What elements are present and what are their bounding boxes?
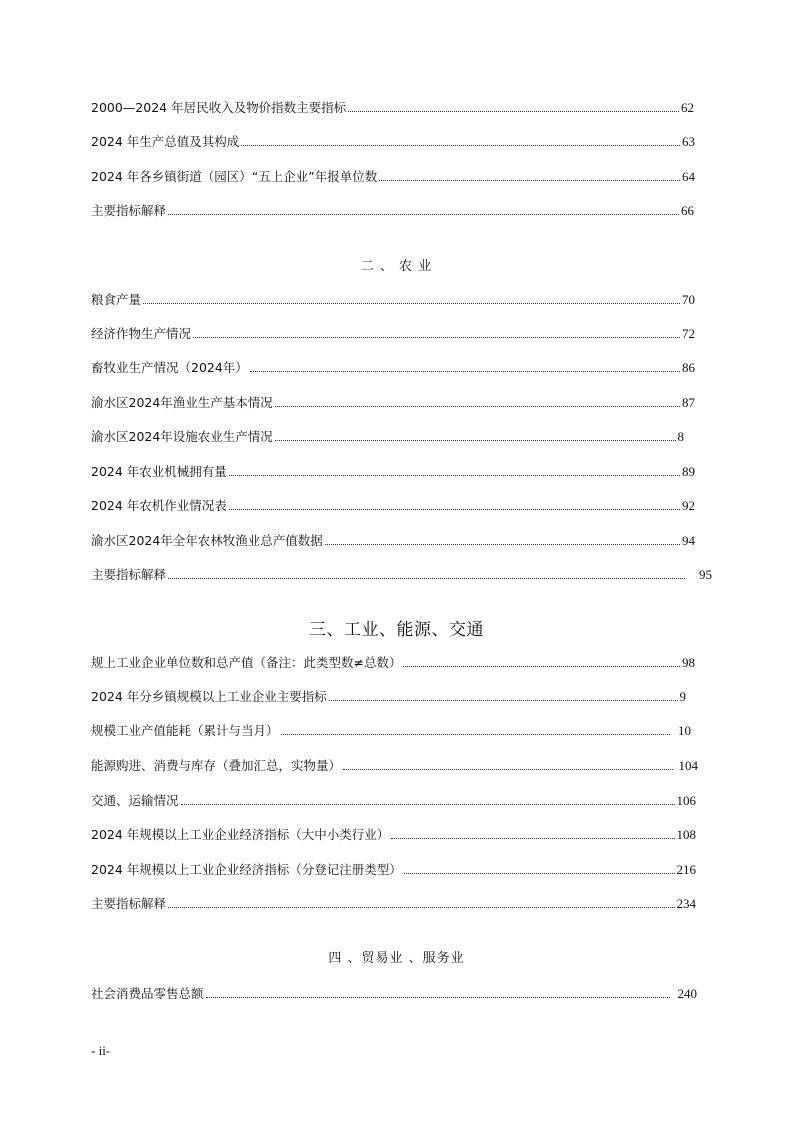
toc-leader <box>229 475 680 476</box>
toc-entry-page: 8 <box>677 429 684 444</box>
toc-entry-page: 216 <box>676 862 696 877</box>
toc-entry[interactable] <box>91 686 686 704</box>
toc-entry[interactable] <box>91 530 695 548</box>
toc-leader <box>193 337 680 338</box>
toc-leader <box>241 145 680 146</box>
toc-entry-title: 经济作物生产情况 <box>91 326 192 341</box>
toc-entry-page: 234 <box>676 896 696 911</box>
toc-entry-page: 86 <box>682 360 695 375</box>
toc-entry[interactable] <box>91 392 695 410</box>
toc-entry-title: 交通、运输情况 <box>91 793 179 808</box>
toc-entry[interactable] <box>91 859 696 877</box>
toc-entry[interactable] <box>91 720 691 738</box>
toc-entry-title: 规模工业产值能耗（累计与当月） <box>91 723 279 738</box>
toc-entry-title: 主要指标解释 <box>91 896 167 911</box>
toc-entry[interactable] <box>91 131 695 149</box>
toc-leader <box>206 997 670 998</box>
toc-entry-title: 畜牧业生产情况（2024年） <box>91 360 248 375</box>
toc-leader <box>329 700 678 701</box>
toc-entry-title: 主要指标解释 <box>91 567 167 582</box>
toc-entry-page: 62 <box>681 100 694 115</box>
toc-leader <box>168 578 685 579</box>
toc-entry-title: 社会消费品零售总额 <box>91 986 204 1001</box>
section-heading: 三、工业、能源、交通 <box>309 620 484 640</box>
toc-entry-title: 能源购进、消费与库存（叠加汇总，实物量） <box>91 758 342 773</box>
toc-entry-page: 98 <box>682 655 695 670</box>
toc-entry-title: 规上工业企业单位数和总产值（备注：此类型数≠总数） <box>91 655 402 670</box>
page-number: - ii- <box>91 1043 111 1058</box>
toc-leader <box>181 804 675 805</box>
toc-entry-page: 95 <box>699 567 712 582</box>
toc-entry-page: 70 <box>682 292 695 307</box>
toc-entry-title: 渝水区2024年设施农业生产情况 <box>91 429 273 444</box>
toc-leader <box>281 734 670 735</box>
toc-leader <box>325 544 680 545</box>
toc-entry[interactable] <box>91 166 695 184</box>
toc-entry[interactable] <box>91 461 695 479</box>
toc-entry[interactable] <box>91 893 696 911</box>
toc-entry-page: 94 <box>682 533 695 548</box>
toc-entry[interactable] <box>91 564 712 582</box>
section-heading: 四 、贸易业 、服务业 <box>328 951 465 966</box>
toc-leader <box>379 180 680 181</box>
toc-entry-title: 2024 年农业机械拥有量 <box>91 464 227 479</box>
toc-entry-page: 106 <box>676 793 696 808</box>
toc-entry-page: 63 <box>682 134 695 149</box>
toc-entry[interactable] <box>91 357 695 375</box>
toc-leader <box>168 214 679 215</box>
toc-leader <box>275 406 680 407</box>
toc-leader <box>250 371 680 372</box>
toc-entry[interactable] <box>91 495 695 513</box>
toc-leader <box>404 873 675 874</box>
toc-entry-title: 2024 年规模以上工业企业经济指标（分登记注册类型） <box>91 862 402 877</box>
toc-entry-page: 72 <box>682 326 695 341</box>
toc-entry-title: 2000—2024 年居民收入及物价指数主要指标 <box>91 100 347 115</box>
toc-entry-title: 渝水区2024年渔业生产基本情况 <box>91 395 273 410</box>
toc-entry-page: 89 <box>682 464 695 479</box>
section-heading: 二 、 农 业 <box>360 259 433 274</box>
toc-entry-title: 2024 年各乡镇街道（园区）“五上企业”年报单位数 <box>91 169 378 184</box>
toc-entry-page: 66 <box>681 203 694 218</box>
toc-leader <box>403 666 680 667</box>
toc-leader <box>343 769 672 770</box>
toc-entry-title: 2024 年规模以上工业企业经济指标（大中小类行业） <box>91 827 390 842</box>
toc-entry[interactable] <box>91 323 695 341</box>
toc-entry-page: 9 <box>679 689 686 704</box>
toc-entry-page: 104 <box>678 758 698 773</box>
toc-entry[interactable] <box>91 983 697 1001</box>
toc-entry-title: 主要指标解释 <box>91 203 167 218</box>
toc-leader <box>168 907 674 908</box>
toc-entry[interactable] <box>91 289 695 307</box>
toc-entry-page: 87 <box>682 395 695 410</box>
toc-entry[interactable] <box>91 652 695 670</box>
toc-entry-title: 粮食产量 <box>91 292 142 307</box>
toc-leader <box>143 303 680 304</box>
toc-leader <box>348 111 679 112</box>
toc-entry-title: 2024 年农机作业情况表 <box>91 498 227 513</box>
toc-entry-page: 92 <box>682 498 695 513</box>
toc-leader <box>391 838 674 839</box>
toc-entry[interactable] <box>91 824 696 842</box>
toc-entry-title: 渝水区2024年全年农林牧渔业总产值数据 <box>91 533 323 548</box>
toc-entry-page: 64 <box>682 169 695 184</box>
toc-entry-title: 2024 年分乡镇规模以上工业企业主要指标 <box>91 689 327 704</box>
toc-entry-page: 240 <box>677 986 697 1001</box>
toc-entry-page: 10 <box>678 723 691 738</box>
toc-entry[interactable] <box>91 200 694 218</box>
toc-leader <box>229 509 680 510</box>
toc-entry[interactable] <box>91 755 698 773</box>
toc-entry[interactable] <box>91 97 694 115</box>
toc-entry-title: 2024 年生产总值及其构成 <box>91 134 240 149</box>
toc-entry-page: 108 <box>676 827 696 842</box>
toc-leader <box>275 440 676 441</box>
toc-entry[interactable] <box>91 426 684 444</box>
toc-entry[interactable] <box>91 790 696 808</box>
